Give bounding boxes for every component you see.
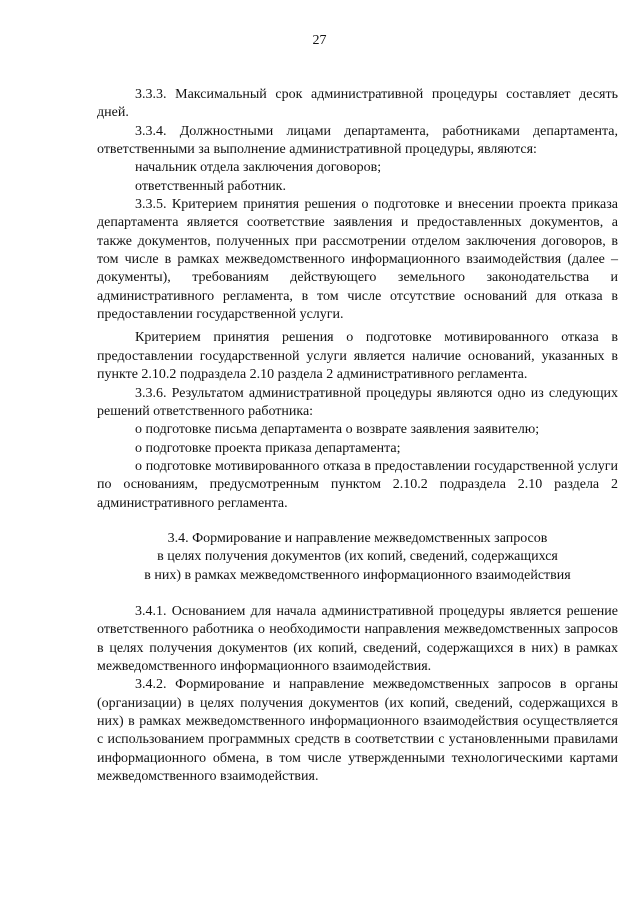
list-item-return-letter: о подготовке письма департамента о возврате заявления заявителю; — [135, 422, 540, 438]
paragraph-3-3-4: 3.3.4. Должностными лицами департамента, работниками департамента, ответственными за выполнение административной процедуры, являются: — [97, 123, 618, 158]
document-body — [97, 86, 618, 786]
heading-line: в них) в рамках межведомственного информационного взаимодействия — [144, 567, 571, 583]
paragraph-3-3-5: 3.3.5. Критерием принятия решения о подготовке и внесении проекта приказа департамента является соответствие заявления и предоставленных документов, а также документов, полученных при рассмотрении отделом заключения договоров, в том числе в рамках межведомственного информационного взаимодействия (далее – документы), требованиям действующего земельного законодательства и административного регламента, в том числе отсутствие оснований для отказа в предоставлении государственной услуги. — [97, 197, 618, 323]
section-heading-3-4 — [97, 530, 618, 585]
list-item-order-draft: о подготовке проекта приказа департамента; — [135, 440, 401, 456]
paragraph-3-4-2: 3.4.2. Формирование и направление межведомственных запросов в органы (организации) в целях получения документов (их копий, сведений, содержащихся в них) в рамках межведомственного информационного взаимодействия осуществляется с использованием программных средств в соответствии с установленными правилами информационного обмена, в том числе утвержденными технологическими картами межведомственного взаимодействия. — [97, 677, 618, 785]
list-item-motivated-refusal: о подготовке мотивированного отказа в предоставлении государственной услуги по основаниям, предусмотренным пунктом 2.10.2 подраздела 2.10 раздела 2 административного регламента. — [97, 458, 618, 511]
paragraph-3-4-1: 3.4.1. Основанием для начала административной процедуры является решение ответственного работника о необходимости направления межведомственных запросов в целях получения документов (их копий, сведений, содержащихся в них) в рамках межведомственного информационного взаимодействия. — [97, 603, 618, 674]
page-number: 27 — [312, 33, 327, 48]
paragraph-refusal-criterion: Критерием принятия решения о подготовке мотивированного отказа в предоставлении государственной услуги является наличие оснований, указанных в пункте 2.10.2 подраздела 2.10 раздела 2 административного регламента. — [97, 330, 618, 383]
heading-line: в целях получения документов (их копий, сведений, содержащихся — [157, 549, 558, 565]
paragraph-3-3-6: 3.3.6. Результатом административной процедуры являются одно из следующих решений ответственного работника: — [97, 385, 618, 419]
paragraph-3-3-3: 3.3.3. Максимальный срок административной процедуры составляет десять дней. — [97, 87, 618, 121]
list-item-head-of-department: начальник отдела заключения договоров; — [135, 160, 382, 176]
list-item-responsible-worker: ответственный работник. — [135, 178, 286, 194]
heading-line: 3.4. Формирование и направление межведомственных запросов — [167, 530, 548, 546]
